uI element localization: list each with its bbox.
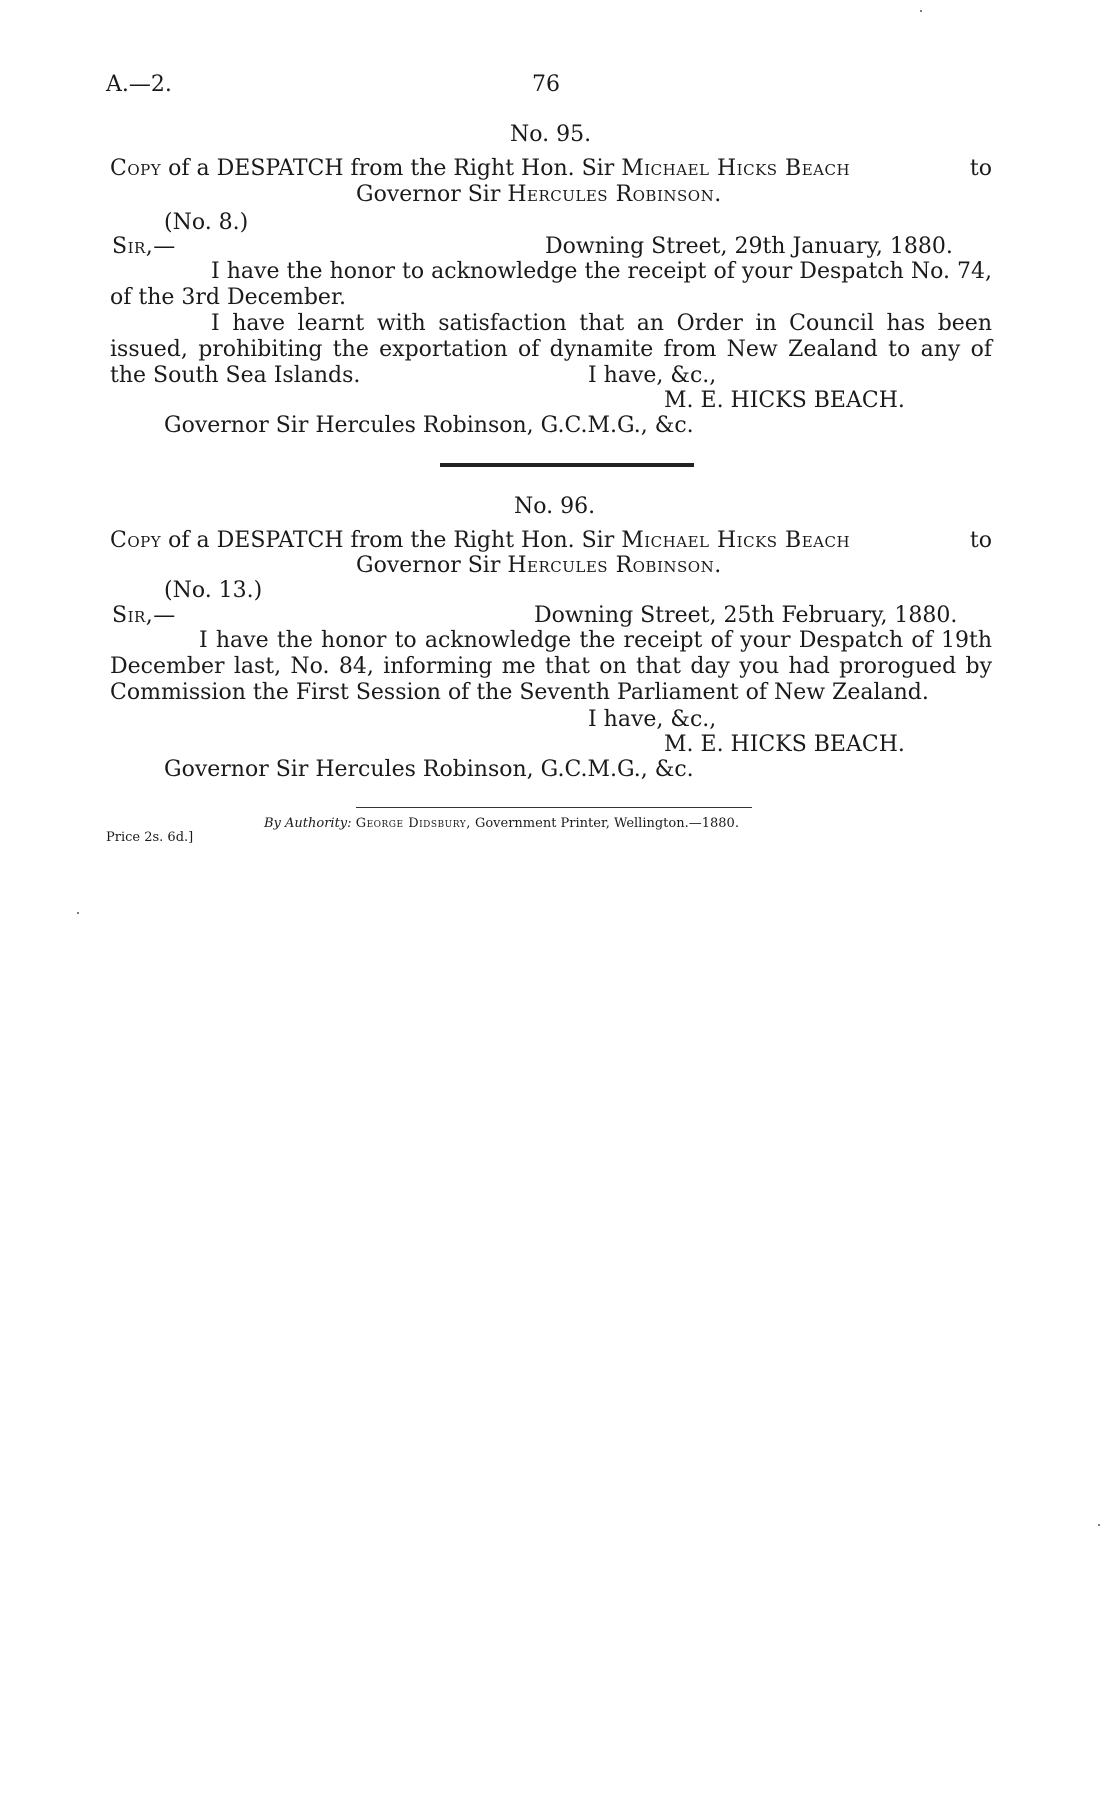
recipient-prefix: Governor Sir — [356, 182, 501, 207]
closing: I have, &c., — [588, 707, 717, 732]
despatch-number-title: No. 96. — [514, 494, 596, 519]
page-number: 76 — [532, 72, 560, 97]
scan-speck — [920, 10, 922, 12]
title-to: to — [969, 156, 992, 181]
salutation: Sir,— — [112, 234, 176, 259]
title-mid: of a DESPATCH from the Right Hon. Sir — [168, 528, 615, 553]
signature: M. E. HICKS BEACH. — [664, 732, 905, 757]
despatch-paragraph-1: I have the honor to acknowledge the receipt of your Despatch of 19th December last, No. 84, informing me that on that day you had prorogued by Commission the First Session of the Seventh Parliament of New Zealand. — [110, 628, 992, 705]
printer-details: Government Printer, Wellington.—1880. — [474, 816, 739, 831]
addressee: Governor Sir Hercules Robinson, G.C.M.G., &c. — [164, 757, 694, 782]
signature: M. E. HICKS BEACH. — [664, 388, 905, 413]
despatch-ref-number: (No. 13.) — [164, 578, 263, 603]
printer-name: George Didsbury, — [355, 816, 471, 831]
title-mid: of a DESPATCH from the Right Hon. Sir — [168, 156, 615, 181]
recipient-name: Hercules Robinson. — [507, 182, 722, 207]
title-to: to — [969, 528, 992, 553]
closing: I have, &c., — [588, 363, 717, 388]
document-reference: A.—2. — [106, 72, 172, 97]
place-date: Downing Street, 25th February, 1880. — [534, 603, 958, 628]
despatch-title-line1 — [110, 528, 992, 554]
copy-word: Copy — [110, 528, 162, 553]
despatch-ref-number: (No. 8.) — [164, 210, 249, 235]
despatch-paragraph-2: I have learnt with satisfaction that an Order in Council has been issued, prohibiting the exportation of dynamite from New Zealand to any of the South Sea Islands. — [110, 311, 992, 388]
scan-speck — [1098, 1524, 1100, 1526]
sender-name: Michael Hicks Beach — [621, 528, 851, 553]
despatch-paragraph-1: I have the honor to acknowledge the receipt of your Despatch No. 74, of the 3rd December. — [110, 259, 992, 310]
price: Price 2s. 6d.] — [106, 830, 194, 845]
despatch-title-line1 — [110, 156, 992, 182]
despatch-title-line2 — [356, 553, 722, 579]
section-divider — [440, 463, 694, 467]
sender-name: Michael Hicks Beach — [621, 156, 851, 181]
addressee: Governor Sir Hercules Robinson, G.C.M.G., &c. — [164, 413, 694, 438]
scan-speck — [77, 912, 79, 914]
copy-word: Copy — [110, 156, 162, 181]
salutation: Sir,— — [112, 603, 176, 628]
footer-rule — [356, 807, 752, 808]
recipient-name: Hercules Robinson. — [507, 553, 722, 578]
authority-label: By Authority: — [264, 816, 352, 831]
place-date: Downing Street, 29th January, 1880. — [545, 234, 953, 259]
printer-imprint — [264, 816, 739, 832]
despatch-number-title: No. 95. — [510, 122, 592, 147]
despatch-title-line2 — [356, 182, 722, 208]
recipient-prefix: Governor Sir — [356, 553, 501, 578]
